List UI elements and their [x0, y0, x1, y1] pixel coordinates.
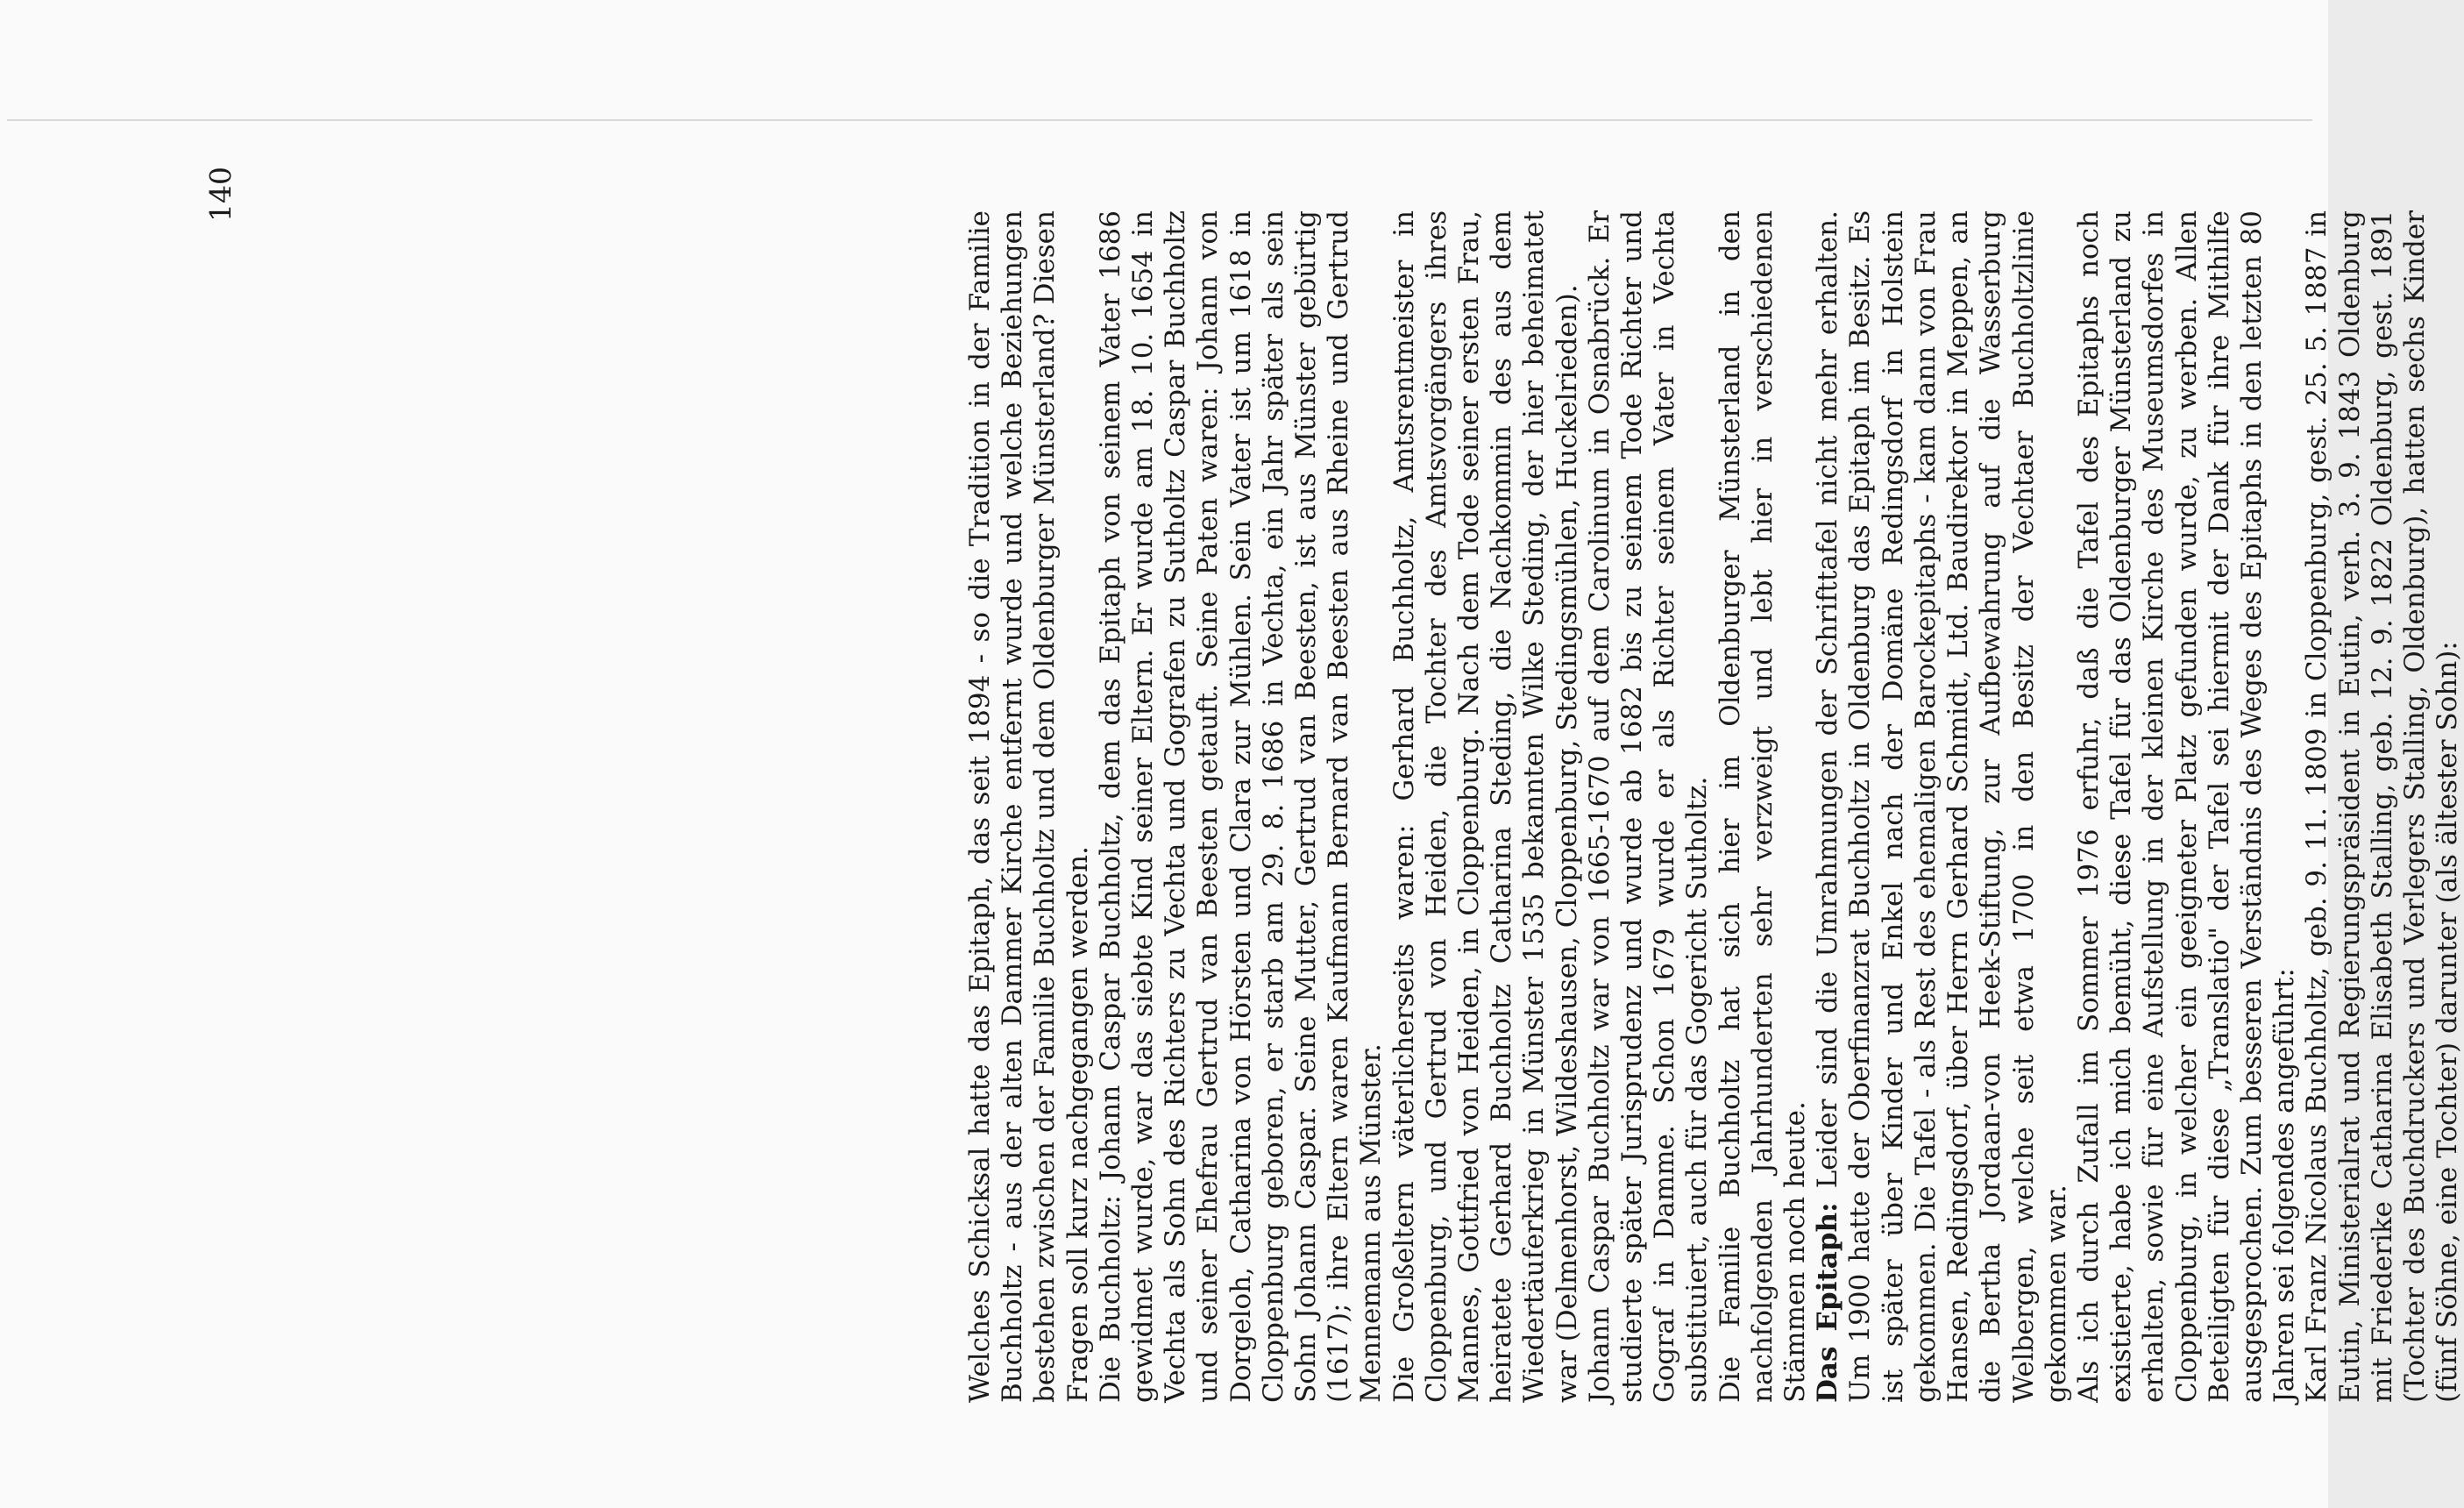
paragraph-carolinum: Johann Caspar Buchholtz war von 1665-1670 auf dem Carolinum in Osnabrück. Er studierte später Jurisprudenz und wurde ab 1682 bis zu seinem Tode Richter und Gograf in Damme. Schon 1679 wurde er als Richter seinem Vater in Vechta substituiert, auch für das Gogericht Sutholtz. [1583, 210, 1714, 1403]
paragraph-buchholtz: Die Buchholtz: Johann Caspar Buchholtz, dem das Epitaph von seinem Vater 1686 gewidmet wurde, war das siebte Kind seiner Eltern. Er wurde am 18. 10. 1654 in Vechta als Sohn des Richters zu Vechta und Gografen zu Sutholtz Caspar Buchholtz und seiner Ehefrau Gertrud van Beesten getauft. Seine Paten waren: Johann von Dorgeloh, Catharina von Hörsten und Clara zur Mühlen. Sein Vater ist um 1618 in Cloppenburg geboren, er starb am 29. 8. 1686 in Vechta, ein Jahr später als sein Sohn Johann Caspar. Seine Mutter, Gertrud van Beesten, ist aus Münster gebürtig (1617); ihre Eltern waren Kaufmann Bernard van Beesten aus Rheine und Gertrud Mennemann aus Münster. [1094, 210, 1388, 1403]
paragraph-karl-franz: Karl Franz Nicolaus Buchholtz, geb. 9. 11. 1809 in Cloppenburg, gest. 25. 5. 1887 in Eutin, Ministerialrat und Regierungspräsident in Eutin, verh. 3. 9. 1843 Oldenburg mit Friederike Catharina Elisabeth Stalling, geb. 12. 9. 1822 Oldenburg, gest. 1891 (Tochter des Buchdruckers und Verlegers Stalling, Oldenburg), hatten sechs Kinder (fünf Söhne, eine Tochter) darunter (als ältester Sohn): [2301, 210, 2464, 1403]
epitaph-heading: Das Epitaph: [1812, 1202, 1844, 1403]
paragraph-schicksal: Welches Schicksal hatte das Epitaph, das seit 1894 - so die Tradition in der Familie Buchholtz - aus der alten Dammer Kirche entfernt wurde und welche Beziehungen bestehen zwischen der Familie Buchholtz und dem Oldenburger Münsterland? Diesen Fragen soll kurz nachgegangen werden. [964, 210, 1094, 1403]
paragraph-epitaph [1812, 210, 2073, 1403]
page-text [964, 210, 2464, 1403]
paragraph-zufall: Als ich durch Zufall im Sommer 1976 erfuhr, daß die Tafel des Epitaphs noch existierte, habe ich mich bemüht, diese Tafel für das Oldenburger Münsterland zu erhalten, sowie für eine Aufstellung in der kleinen Kirche des Museumsdorfes in Cloppenburg, in welcher ein geeigneter Platz gefunden wurde, zu werben. Allen Beteiligten für diese „Translatio" der Tafel sei hiermit der Dank für ihre Mithilfe ausgesprochen. Zum besseren Verständnis des Weges des Epitaphs in den letzten 80 Jahren sei folgendes angeführt: [2072, 210, 2301, 1403]
paragraph-grosseltern: Die Großeltern väterlicherseits waren: Gerhard Buchholtz, Amtsrentmeister in Cloppenburg, und Gertrud von Heiden, die Tochter des Amtsvorgängers ihres Mannes, Gottfried von Heiden, in Cloppenburg. Nach dem Tode seiner ersten Frau, heiratete Gerhard Buchholtz Catharina Steding, die Nachkommin des aus dem Wiedertäuferkrieg in Münster 1535 bekannten Wilke Steding, der hier beheimatet war (Delmenhorst, Wildeshausen, Cloppenburg, Stedingsmühlen, Huckelrieden). [1388, 210, 1583, 1403]
page-number: 140 [203, 167, 238, 222]
epitaph-text: Leider sind die Umrahmungen der Schrifttafel nicht mehr erhalten. Um 1900 hatte der Oberfinanzrat Buchholtz in Oldenburg das Epitaph im Besitz. Es ist später über Kinder und Enkel nach der Domäne Redingsdorf in Holstein gekommen. Die Tafel - als Rest des ehemaligen Barockepitaphs - kam dann von Frau Hansen, Redingsdorf, über Herrn Gerhard Schmidt, Ltd. Baudirektor in Meppen, an die Bertha Jordaan-von Heek-Stiftung, zur Aufbewahrung auf die Wasserburg Welbergen, welche seit etwa 1700 in den Besitz der Vechtaer Buchholtzlinie gekommen war. [1812, 210, 2072, 1403]
paragraph-familie: Die Familie Buchholtz hat sich hier im Oldenburger Münsterland in den nachfolgenden Jahrhunderten sehr verzweigt und lebt hier in verschiedenen Stämmen noch heute. [1714, 210, 1812, 1403]
